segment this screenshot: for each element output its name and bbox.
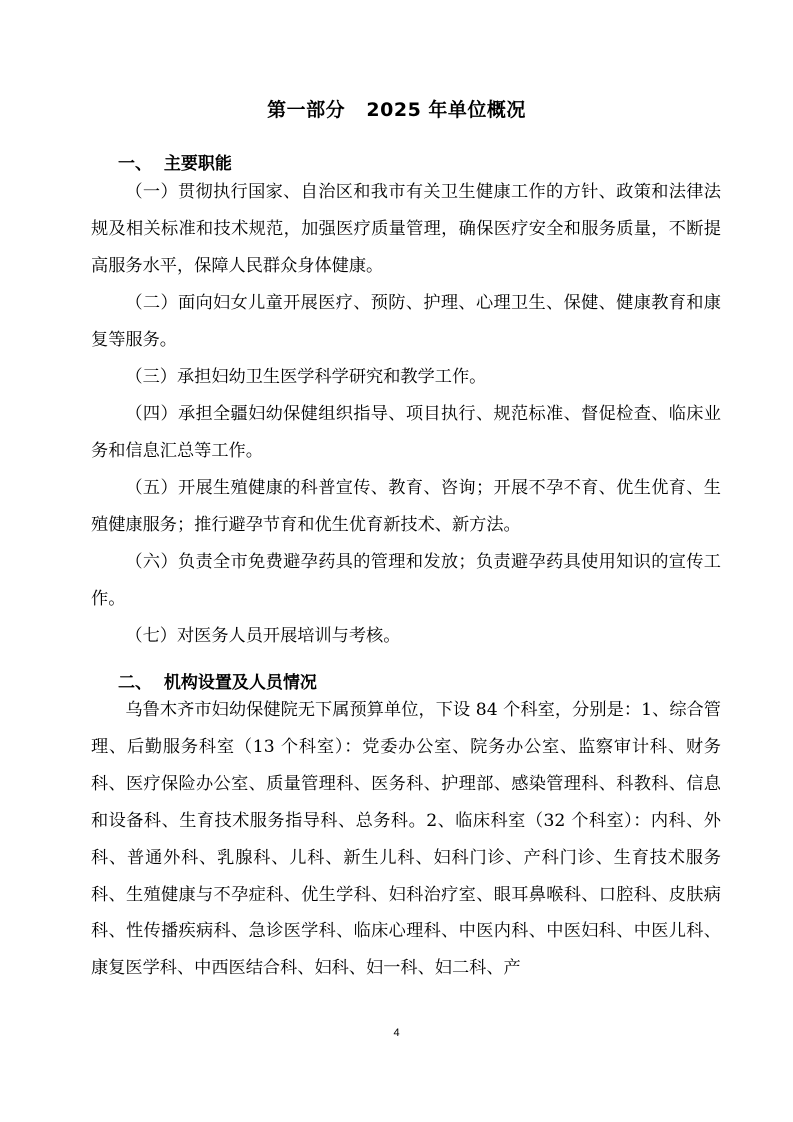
paragraph-function-2: （二）面向妇女儿童开展医疗、预防、护理、心理卫生、保健、健康教育和康复等服务。 bbox=[91, 293, 721, 350]
page-title: 第一部分 2025 年单位概况 bbox=[267, 99, 526, 121]
paragraph-function-7: （七）对医务人员开展培训与考核。 bbox=[125, 626, 401, 646]
page-number: 4 bbox=[393, 1027, 400, 1039]
section-heading-organization: 二、 机构设置及人员情况 bbox=[118, 673, 317, 693]
paragraph-function-1: （一）贯彻执行国家、自治区和我市有关卫生健康工作的方针、政策和法律法规及相关标准和技术规范，加强医疗质量管理，确保医疗安全和服务质量，不断提高服务水平，保障人民群众身体健康。 bbox=[91, 182, 721, 276]
paragraph-function-3: （三）承担妇幼卫生医学科学研究和教学工作。 bbox=[125, 367, 487, 387]
paragraph-organization: 乌鲁木齐市妇幼保健院无下属预算单位，下设 84 个科室，分别是：1、综合管理、后勤服务科室（13 个科室）：党委办公室、院务办公室、监察审计科、财务科、医疗保险办公室、质量管理科、医务科、护理部、感染管理科、科教科、信息和设备科、生育技术服务指导科、总务科。2、临床科室（32 个科室）：内科、外科、普通外科、乳腺科、儿科、新生儿科、妇科门诊、产科门诊、生育技术服务科、生殖健康与不孕症科、优生学科、妇科治疗室、眼耳鼻喉科、口腔科、皮肤病科、性传播疾病科、急诊医学科、临床心理科、中医内科、中医妇科、中医儿科、康复医学科、中西医结合科、妇科、妇一科、妇二科、产 bbox=[91, 700, 721, 979]
paragraph-function-6: （六）负责全市免费避孕药具的管理和发放；负责避孕药具使用知识的宣传工作。 bbox=[91, 552, 721, 609]
section-heading-main-functions: 一、 主要职能 bbox=[118, 154, 232, 174]
paragraph-function-4: （四）承担全疆妇幼保健组织指导、项目执行、规范标准、督促检查、临床业务和信息汇总等工作。 bbox=[91, 404, 721, 461]
paragraph-function-5: （五）开展生殖健康的科普宣传、教育、咨询；开展不孕不育、优生优育、生殖健康服务；推行避孕节育和优生优育新技术、新方法。 bbox=[91, 478, 721, 535]
